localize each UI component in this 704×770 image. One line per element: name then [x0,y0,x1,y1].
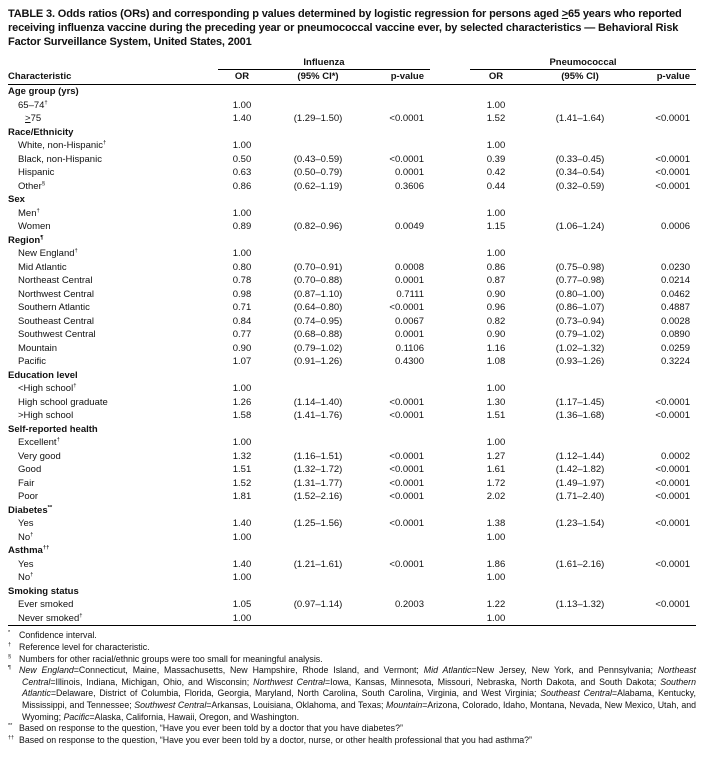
pneumococcal-p-value: <0.0001 [655,477,690,489]
influenza-ci-value: (0.43–0.59) [293,153,343,165]
row-label: Asthma†† [8,545,50,557]
pneumococcal-ci-value: (0.77–0.98) [555,275,605,287]
column-header-pneumococcal-or: OR [488,71,504,83]
data-row [8,112,696,126]
pneumococcal-p-value: 0.0890 [660,329,690,341]
footnote: ¶ New England=Connecticut, Maine, Massachusetts, New Hampshire, Rhode Island, and Vermont; Mid Atlantic=New Jersey, New York, and Pennsylvania; Northeast Central=Illinois, Indiana, Michigan, Ohio, and Wisconsin; Northwest Central=Iowa, Kansas, Minnesota, Missouri, Nebraska, North Dakota, and South Dakota; Southern Atlantic=Delaware, District of Columbia, Florida, Georgia, Maryland, North Carolina, South Carolina, Virginia, and West Virginia; Southeast Central=Alabama, Kentucky, Mississippi, and Tennessee; Southwest Central=Arkansas, Louisiana, Oklahoma, and Texas; Mountain=Arizona, Colorado, Idaho, Montana, Nevada, New Mexico, Utah, and Wyoming; Pacific=Alaska, California, Hawaii, Oregon, and Washington. [8,665,696,722]
table-title: TABLE 3. Odds ratios (ORs) and corresponding p values determined by logistic regression for persons aged >65 years who reported receiving influenza vaccine during the preceding year or pneumococcal vaccine ever, by selected characteristics — Behavioral Risk Factor Surveillance System, United States, 2001 [8,8,682,48]
influenza-or-value: 1.51 [232,464,252,476]
pneumococcal-or-value: 0.82 [486,315,506,327]
row-label: Poor [18,491,39,503]
data-row [8,382,696,396]
influenza-ci-value: (0.70–0.91) [293,261,343,273]
pneumococcal-p-value: <0.0001 [655,518,690,530]
pneumococcal-ci-value: (1.13–1.32) [555,599,605,611]
row-label: Smoking status [8,585,79,597]
influenza-p-value: 0.0001 [394,275,424,287]
pneumococcal-p-value: <0.0001 [655,410,690,422]
row-label: Southern Atlantic [18,302,90,314]
pneumococcal-or-value: 1.00 [486,612,506,624]
pneumococcal-p-value: 0.0462 [660,288,690,300]
column-header-influenza-ci: (95% CI*) [297,71,339,83]
pneumococcal-ci-value: (0.80–1.00) [555,288,605,300]
data-row [8,274,696,288]
pneumococcal-p-value: <0.0001 [655,167,690,179]
data-row [8,315,696,329]
row-label: >High school [18,410,74,422]
influenza-or-value: 1.00 [232,248,252,260]
row-label: Black, non-Hispanic [18,153,102,165]
influenza-or-value: 1.00 [232,99,252,111]
column-header-influenza-pvalue: p-value [390,71,424,83]
pneumococcal-p-value: 0.4887 [660,302,690,314]
column-header-row [8,69,696,85]
pneumococcal-p-value: 0.0230 [660,261,690,273]
influenza-or-value: 1.81 [232,491,252,503]
influenza-or-value: 1.00 [232,383,252,395]
influenza-p-value: <0.0001 [389,518,424,530]
pneumococcal-ci-value: (0.33–0.45) [555,153,605,165]
pneumococcal-ci-value: (0.73–0.94) [555,315,605,327]
footnote-text: New England=Connecticut, Maine, Massachusetts, New Hampshire, Rhode Island, and Vermont; Mid Atlantic=New Jersey, New York, and Pennsylvania; Northeast Central=Illinois, Indiana, Michigan, Ohio, and Wisconsin; Northwest Central=Iowa, Kansas, Minnesota, Missouri, Nebraska, North Dakota, and South Dakota; Southern Atlantic=Delaware, District of Columbia, Florida, Georgia, Maryland, North Carolina, South Carolina, Virginia, and West Virginia; Southeast Central=Alabama, Kentucky, Mississippi, and Tennessee; Southwest Central=Arkansas, Louisiana, Oklahoma, and Texas; Mountain=Arizona, Colorado, Idaho, Montana, Nevada, New Mexico, Utah, and Wyoming; Pacific=Alaska, California, Hawaii, Oregon, and Washington. [19,665,696,722]
pneumococcal-or-value: 1.72 [486,477,506,489]
data-row [8,571,696,585]
pneumococcal-or-value: 0.39 [486,153,506,165]
pneumococcal-p-value: <0.0001 [655,599,690,611]
influenza-ci-value: (0.62–1.19) [293,180,343,192]
influenza-ci-value: (0.87–1.10) [293,288,343,300]
influenza-ci-value: (0.64–0.80) [293,302,343,314]
pneumococcal-or-value: 1.86 [486,558,506,570]
row-label: Other§ [18,180,46,192]
column-header-influenza-or: OR [234,71,250,83]
footnote: ** Based on response to the question, “Have you ever been told by a doctor that you have diabetes?” [8,723,403,734]
pneumococcal-or-value: 1.08 [486,356,506,368]
row-label: Yes [18,518,34,530]
footnote: * Confidence interval. [8,630,97,641]
influenza-p-value: 0.4300 [394,356,424,368]
influenza-p-value: 0.0001 [394,167,424,179]
data-row [8,166,696,180]
section-row [8,85,696,99]
row-label: Mountain [18,342,58,354]
data-row [8,139,696,153]
pneumococcal-or-value: 1.61 [486,464,506,476]
footnotes [8,630,696,746]
pneumococcal-or-value: 0.90 [486,329,506,341]
influenza-p-value: <0.0001 [389,491,424,503]
row-label: No† [18,572,34,584]
pneumococcal-or-value: 1.52 [486,113,506,125]
influenza-or-value: 1.40 [232,113,252,125]
row-label: No† [18,531,34,543]
data-row [8,99,696,113]
row-label: 65–74† [18,99,48,111]
row-label: >75 [25,113,42,125]
pneumococcal-p-value: 0.0006 [660,221,690,233]
section-row [8,234,696,248]
pneumococcal-ci-value: (1.17–1.45) [555,396,605,408]
influenza-or-value: 1.00 [232,437,252,449]
pneumococcal-or-value: 1.00 [486,140,506,152]
data-row [8,490,696,504]
pneumococcal-p-value: 0.0259 [660,342,690,354]
influenza-or-value: 1.00 [232,207,252,219]
row-label: Ever smoked [18,599,74,611]
pneumococcal-or-value: 1.00 [486,248,506,260]
row-label: Never smoked† [18,612,83,624]
influenza-or-value: 0.63 [232,167,252,179]
section-row [8,126,696,140]
footnote-text: Reference level for characteristic. [19,641,150,652]
pneumococcal-ci-value: (0.34–0.54) [555,167,605,179]
pneumococcal-ci-value: (1.71–2.40) [555,491,605,503]
row-label: Sex [8,194,25,206]
pneumococcal-p-value: <0.0001 [655,153,690,165]
influenza-ci-value: (1.14–1.40) [293,396,343,408]
pneumococcal-or-value: 1.00 [486,572,506,584]
pneumococcal-ci-value: (1.49–1.97) [555,477,605,489]
data-row [8,396,696,410]
data-row [8,463,696,477]
influenza-p-value: <0.0001 [389,450,424,462]
data-row [8,220,696,234]
pneumococcal-or-value: 2.02 [486,491,506,503]
influenza-ci-value: (0.91–1.26) [293,356,343,368]
influenza-ci-value: (1.21–1.61) [293,558,343,570]
influenza-ci-value: (0.97–1.14) [293,599,343,611]
row-label: Very good [18,450,61,462]
pneumococcal-or-value: 1.16 [486,342,506,354]
row-label: High school graduate [18,396,108,408]
row-label: Southwest Central [18,329,96,341]
row-label: Hispanic [18,167,55,179]
pneumococcal-or-value: 1.22 [486,599,506,611]
section-row [8,423,696,437]
influenza-or-value: 0.98 [232,288,252,300]
influenza-or-value: 0.78 [232,275,252,287]
pneumococcal-p-value: <0.0001 [655,491,690,503]
influenza-or-value: 0.71 [232,302,252,314]
section-row [8,369,696,383]
influenza-p-value: 0.0008 [394,261,424,273]
influenza-p-value: <0.0001 [389,302,424,314]
influenza-ci-value: (0.82–0.96) [293,221,343,233]
pneumococcal-or-value: 1.00 [486,437,506,449]
row-label: Northwest Central [18,288,95,300]
pneumococcal-ci-value: (0.86–1.07) [555,302,605,314]
data-row [8,261,696,275]
pneumococcal-ci-value: (0.79–1.02) [555,329,605,341]
influenza-ci-value: (1.31–1.77) [293,477,343,489]
row-label: Women [18,221,51,233]
data-row [8,409,696,423]
influenza-or-value: 0.50 [232,153,252,165]
influenza-ci-value: (1.29–1.50) [293,113,343,125]
pneumococcal-p-value: <0.0001 [655,180,690,192]
pneumococcal-or-value: 1.00 [486,99,506,111]
data-row [8,598,696,612]
footnote-text: Confidence interval. [19,630,97,641]
influenza-p-value: 0.3606 [394,180,424,192]
influenza-or-value: 0.90 [232,342,252,354]
table-body [8,85,696,626]
pneumococcal-p-value: 0.0214 [660,275,690,287]
influenza-ci-value: (0.68–0.88) [293,329,343,341]
data-row [8,355,696,369]
row-label: Men† [18,207,40,219]
influenza-or-value: 0.80 [232,261,252,273]
pneumococcal-p-value: <0.0001 [655,113,690,125]
influenza-or-value: 0.84 [232,315,252,327]
column-group-pneumococcal: Pneumococcal [470,56,696,70]
pneumococcal-or-value: 1.00 [486,207,506,219]
data-row [8,153,696,167]
influenza-p-value: <0.0001 [389,153,424,165]
section-row [8,585,696,599]
footnote: †† Based on response to the question, “Have you ever been told by a doctor, nurse, or other health professional that you had asthma?” [8,734,532,745]
pneumococcal-or-value: 0.86 [486,261,506,273]
influenza-or-value: 0.77 [232,329,252,341]
data-row [8,531,696,545]
pneumococcal-p-value: <0.0001 [655,396,690,408]
influenza-p-value: 0.7111 [396,288,424,300]
pneumococcal-or-value: 1.00 [486,383,506,395]
influenza-or-value: 1.07 [232,356,252,368]
pneumococcal-or-value: 1.38 [486,518,506,530]
pneumococcal-or-value: 1.27 [486,450,506,462]
influenza-p-value: <0.0001 [389,558,424,570]
column-header-pneumococcal-ci: (95% CI) [561,71,599,83]
row-label: Self-reported health [8,423,98,435]
influenza-or-value: 1.00 [232,531,252,543]
row-label: New England† [18,248,78,260]
pneumococcal-p-value: <0.0001 [655,464,690,476]
influenza-p-value: 0.2003 [394,599,424,611]
column-group-row [8,56,696,69]
row-label: Fair [18,477,35,489]
pneumococcal-ci-value: (0.32–0.59) [555,180,605,192]
influenza-ci-value: (0.70–0.88) [293,275,343,287]
data-row [8,288,696,302]
pneumococcal-ci-value: (1.12–1.44) [555,450,605,462]
row-label: Excellent† [18,437,60,449]
influenza-or-value: 1.00 [232,140,252,152]
pneumococcal-ci-value: (1.36–1.68) [555,410,605,422]
influenza-p-value: 0.1106 [395,342,424,354]
section-row [8,504,696,518]
influenza-or-value: 0.86 [232,180,252,192]
footnote: † Reference level for characteristic. [8,641,150,652]
influenza-ci-value: (0.74–0.95) [293,315,343,327]
footnote-text: Based on response to the question, “Have you ever been told by a doctor that you have diabetes?” [19,723,403,734]
influenza-p-value: <0.0001 [389,477,424,489]
influenza-p-value: <0.0001 [389,410,424,422]
row-label: Yes [18,558,34,570]
influenza-p-value: <0.0001 [389,113,424,125]
influenza-ci-value: (1.32–1.72) [293,464,343,476]
influenza-ci-value: (1.16–1.51) [293,450,343,462]
pneumococcal-or-value: 1.51 [486,410,506,422]
pneumococcal-or-value: 0.44 [486,180,506,192]
pneumococcal-p-value: 0.0002 [660,450,690,462]
influenza-or-value: 1.52 [232,477,252,489]
row-label: Mid Atlantic [18,261,67,273]
influenza-p-value: <0.0001 [389,396,424,408]
pneumococcal-or-value: 0.87 [486,275,506,287]
odds-ratio-table [8,56,696,626]
row-label: White, non-Hispanic† [18,140,107,152]
pneumococcal-or-value: 1.30 [486,396,506,408]
influenza-or-value: 1.26 [232,396,252,408]
column-header-characteristic: Characteristic [8,71,72,83]
section-row [8,193,696,207]
pneumococcal-or-value: 1.15 [486,221,506,233]
influenza-p-value: 0.0067 [394,315,424,327]
pneumococcal-p-value: <0.0001 [655,558,690,570]
influenza-or-value: 1.05 [232,599,252,611]
row-label: Age group (yrs) [8,86,79,98]
pneumococcal-ci-value: (1.41–1.64) [555,113,605,125]
pneumococcal-ci-value: (1.61–2.16) [555,558,605,570]
row-label: Good [18,464,42,476]
data-row [8,328,696,342]
influenza-ci-value: (0.50–0.79) [293,167,343,179]
pneumococcal-or-value: 0.96 [486,302,506,314]
footnote-text: Based on response to the question, “Have you ever been told by a doctor, nurse, or other health professional that you had asthma?” [19,734,532,745]
data-row [8,180,696,194]
influenza-p-value: 0.0001 [394,329,424,341]
influenza-or-value: 1.58 [232,410,252,422]
influenza-ci-value: (1.25–1.56) [293,518,343,530]
pneumococcal-ci-value: (0.93–1.26) [555,356,605,368]
column-group-influenza: Influenza [218,56,430,70]
influenza-or-value: 1.00 [232,612,252,624]
footnote: § Numbers for other racial/ethnic groups were too small for meaningful analysis. [8,653,323,664]
influenza-ci-value: (0.79–1.02) [293,342,343,354]
data-row [8,247,696,261]
data-row [8,436,696,450]
data-row [8,477,696,491]
row-label: Pacific [18,356,46,368]
pneumococcal-p-value: 0.3224 [660,356,690,368]
column-header-pneumococcal-pvalue: p-value [656,71,690,83]
footnote-text: Numbers for other racial/ethnic groups were too small for meaningful analysis. [19,653,323,664]
row-label: Education level [8,369,78,381]
pneumococcal-ci-value: (1.06–1.24) [555,221,605,233]
data-row [8,558,696,572]
row-label: Southeast Central [18,315,95,327]
row-label: Northeast Central [18,275,93,287]
influenza-ci-value: (1.41–1.76) [293,410,343,422]
influenza-or-value: 1.40 [232,518,252,530]
data-row [8,450,696,464]
pneumococcal-ci-value: (0.75–0.98) [555,261,605,273]
data-row [8,612,696,626]
pneumococcal-p-value: 0.0028 [660,315,690,327]
influenza-or-value: 1.40 [232,558,252,570]
influenza-p-value: 0.0049 [394,221,424,233]
influenza-or-value: 1.00 [232,572,252,584]
row-label: <High school† [18,383,77,395]
section-row [8,544,696,558]
pneumococcal-ci-value: (1.42–1.82) [555,464,605,476]
pneumococcal-or-value: 1.00 [486,531,506,543]
influenza-or-value: 1.32 [232,450,252,462]
data-row [8,342,696,356]
row-label: Race/Ethnicity [8,126,74,138]
pneumococcal-or-value: 0.90 [486,288,506,300]
data-row [8,517,696,531]
row-label: Region¶ [8,234,44,246]
pneumococcal-ci-value: (1.23–1.54) [555,518,605,530]
data-row [8,301,696,315]
pneumococcal-or-value: 0.42 [486,167,506,179]
pneumococcal-ci-value: (1.02–1.32) [555,342,605,354]
row-label: Diabetes** [8,504,53,516]
influenza-or-value: 0.89 [232,221,252,233]
influenza-ci-value: (1.52–2.16) [293,491,343,503]
data-row [8,207,696,221]
influenza-p-value: <0.0001 [389,464,424,476]
